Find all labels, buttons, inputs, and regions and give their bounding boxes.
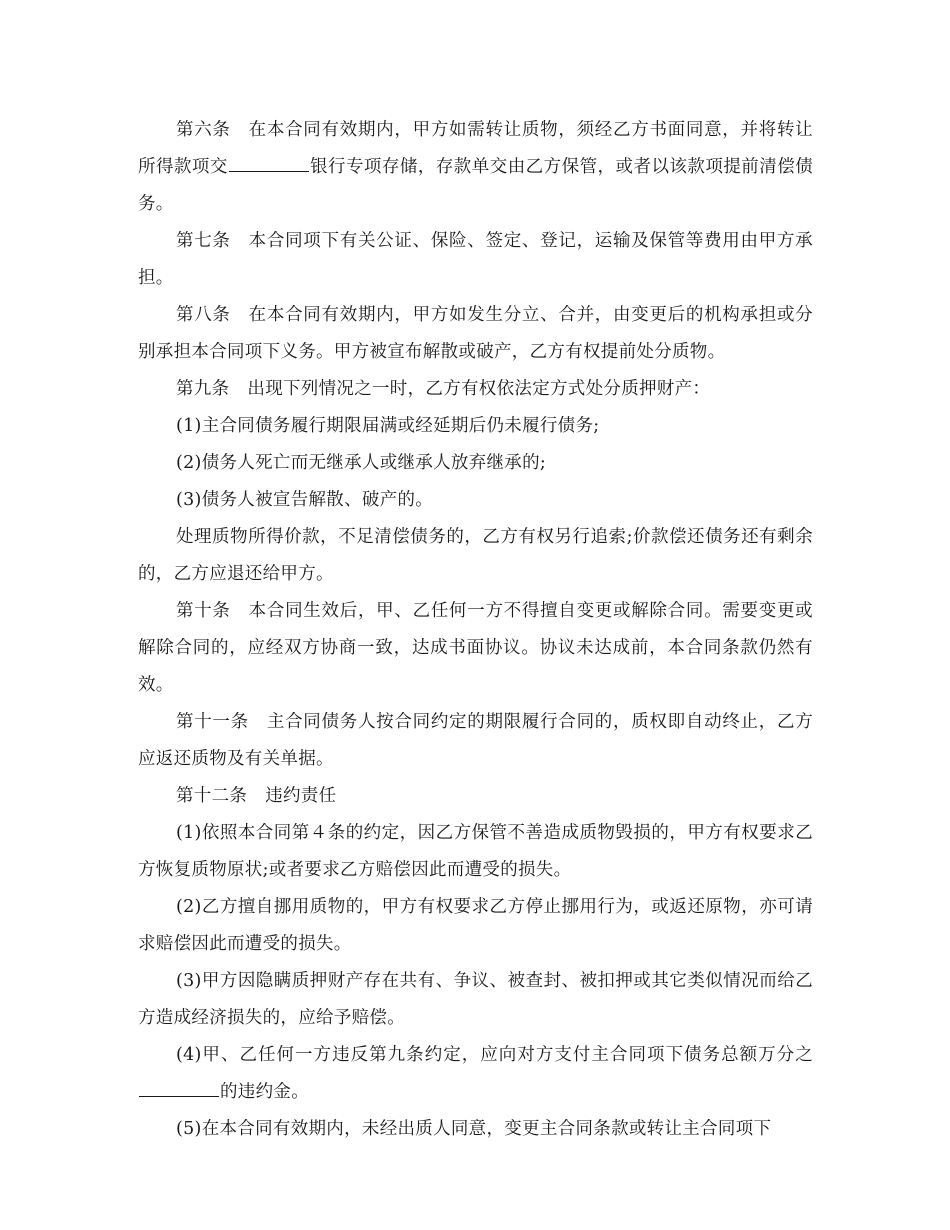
- article-8: [138, 297, 813, 371]
- list-item-text: (4)甲、乙任何一方违反第九条约定，应向对方支付主合同项下债务总额万分之: [176, 1045, 813, 1065]
- article-heading: 第十条: [176, 601, 231, 621]
- list-item-text: 的违约金。: [220, 1082, 309, 1102]
- article-10: [138, 593, 813, 704]
- article-heading: 第八条: [176, 305, 231, 325]
- list-item: (5)在本合同有效期内，未经出质人同意，变更主合同条款或转让主合同项下: [176, 1119, 772, 1139]
- article-text: 银行专项存储，存款单交由乙方保管，或者以该款项提前清偿债务。: [138, 157, 814, 214]
- article-heading: 第十一条: [176, 712, 249, 732]
- fill-in-blank: [139, 1076, 219, 1097]
- contract-body: [138, 112, 813, 1148]
- article-text: 出现下列情况之一时，乙方有权依法定方式处分质押财产：: [247, 379, 711, 399]
- list-item: (2)债务人死亡而无继承人或继承人放弃继承的;: [176, 453, 547, 473]
- list-item: (2)乙方擅自挪用质物的，甲方有权要求乙方停止挪用行为，或返还原物，亦可请求赔偿因此而遭受的损失。: [138, 897, 813, 954]
- article-text: 主合同债务人按合同约定的期限履行合同的，质权即自动终止，乙方应返还质物及有关单据。: [138, 712, 813, 769]
- article-text: 违约责任: [265, 786, 337, 806]
- article-heading: 第九条: [176, 379, 230, 399]
- article-text: 在本合同有效期内，甲方如发生分立、合并，由变更后的机构承担或分别承担本合同项下义务。甲方被宣布解散或破产，乙方有权提前处分质物。: [138, 305, 813, 362]
- article-heading: 第七条: [176, 231, 231, 251]
- article-11: [138, 704, 813, 778]
- list-item: [138, 1037, 813, 1111]
- article-text: 本合同生效后，甲、乙任何一方不得擅自变更或解除合同。需要变更或解除合同的，应经双方协商一致，达成书面协议。协议未达成前，本合同条款仍然有效。: [138, 601, 813, 695]
- list-item: (3)甲方因隐瞒质押财产存在共有、争议、被查封、被扣押或其它类似情况而给乙方造成经济损失的，应给予赔偿。: [138, 971, 813, 1028]
- article-heading: 第六条: [176, 120, 231, 140]
- article-9: [138, 371, 813, 408]
- list-item: (1)依照本合同第４条的约定，因乙方保管不善造成质物毁损的，甲方有权要求乙方恢复质物原状;或者要求乙方赔偿因此而遭受的损失。: [138, 823, 813, 880]
- article-note: 处理质物所得价款，不足清偿债务的，乙方有权另行追索;价款偿还债务还有剩余的，乙方应退还给甲方。: [138, 527, 813, 584]
- article-heading: 第十二条: [176, 786, 248, 806]
- article-6: [138, 112, 813, 223]
- article-7: [138, 223, 813, 297]
- article-12: [138, 778, 813, 815]
- list-item: (1)主合同债务履行期限届满或经延期后仍未履行债务;: [176, 416, 600, 436]
- fill-in-blank: [229, 151, 309, 172]
- list-item: (3)债务人被宣告解散、破产的。: [176, 490, 434, 510]
- article-text: 本合同项下有关公证、保险、签定、登记，运输及保管等费用由甲方承担。: [138, 231, 813, 288]
- article-text: 在本合同有效期内，甲方如需转让质物，须经乙方书面同意，并将转让所得款项交: [138, 120, 813, 177]
